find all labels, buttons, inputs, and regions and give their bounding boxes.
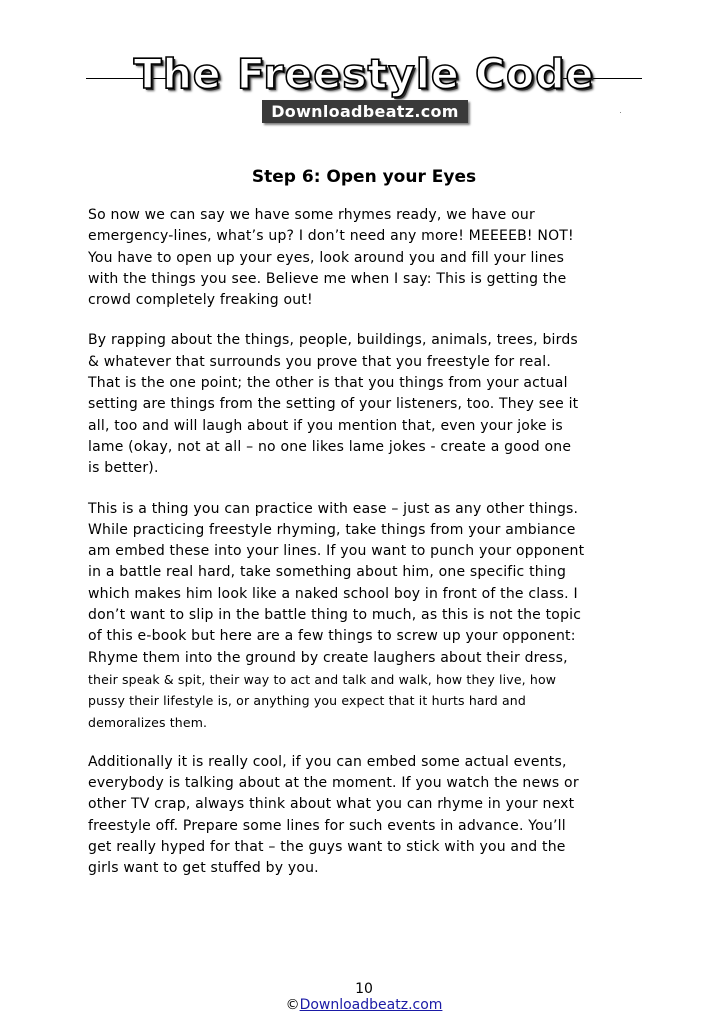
paragraph-4 [88,752,648,880]
paragraph-line: all, too and will laugh about if you mention that, even your joke is [88,417,563,434]
paragraph-line: By rapping about the things, people, buildings, animals, trees, birds [88,332,578,349]
paragraph-line: don’t want to slip in the battle thing to much, as this is not the topic [88,607,582,624]
document-body [88,205,648,899]
paragraph-line: setting are things from the setting of your listeners, too. They see it [88,396,579,413]
paragraph-line: with the things you see. Believe me when I say: This is getting the [88,270,567,287]
paragraph-line: While practicing freestyle rhyming, take things from your ambiance [88,521,576,538]
paragraph-line: is better). [88,460,159,477]
header-dot-mark [620,112,621,113]
paragraph-line: So now we can say we have some rhymes ready, we have our [88,207,535,223]
paragraph-line: Rhyme them into the ground by create laughers about their dress, [88,649,568,666]
paragraph-line: emergency-lines, what’s up? I don’t need any more! MEEEEB! NOT! [88,228,574,245]
paragraph-line: lame (okay, not at all – no one likes lame jokes - create a good one [88,438,572,455]
paragraph-line: That is the one point; the other is that you things from your actual [88,375,568,392]
copyright-symbol: © [285,997,300,1013]
paragraph-line: am embed these into your lines. If you want to punch your opponent [88,543,585,560]
brand-title-logo: The Freestyle Code [133,50,595,98]
paragraph-line: which makes him look like a naked school boy in front of the class. I [88,585,578,602]
paragraph-line: This is a thing you can practice with ease – just as any other things. [88,500,579,517]
paragraph-line: their speak & spit, their way to act and talk and walk, how they live, how [88,671,557,687]
section-title: Step 6: Open your Eyes [251,167,477,187]
paragraph-line: in a battle real hard, take something about him, one specific thing [88,564,567,581]
paragraph-line: everybody is talking about at the moment. If you watch the news or [88,775,579,792]
paragraph-line: demoralizes them. [88,714,208,730]
paragraph-1 [88,205,648,311]
paragraph-3 [88,499,648,733]
paragraph-line: pussy their lifestyle is, or anything you expect that it hurts hard and [88,693,526,709]
footer-site-link[interactable]: Downloadbeatz.com [299,997,443,1013]
paragraph-line: Additionally it is really cool, if you can embed some actual events, [88,753,567,770]
paragraph-line: get really hyped for that – the guys want to stick with you and the [88,839,566,856]
paragraph-line: & whatever that surrounds you prove that you freestyle for real. [88,353,552,370]
paragraph-2 [88,330,648,479]
paragraph-line: girls want to get stuffed by you. [88,860,319,877]
paragraph-line: freestyle off. Prepare some lines for such events in advance. You’ll [88,817,566,834]
paragraph-line: of this e-book but here are a few things to screw up your opponent: [88,628,576,645]
brand-subtitle-banner: Downloadbeatz.com [262,100,468,123]
footer-copyright [0,996,728,1014]
page-number: 10 [355,981,373,997]
document-header [0,48,728,132]
paragraph-line: crowd completely freaking out! [88,292,313,309]
paragraph-line: You have to open up your eyes, look around you and fill your lines [88,249,565,266]
paragraph-line: other TV crap, always think about what you can rhyme in your next [88,796,575,813]
